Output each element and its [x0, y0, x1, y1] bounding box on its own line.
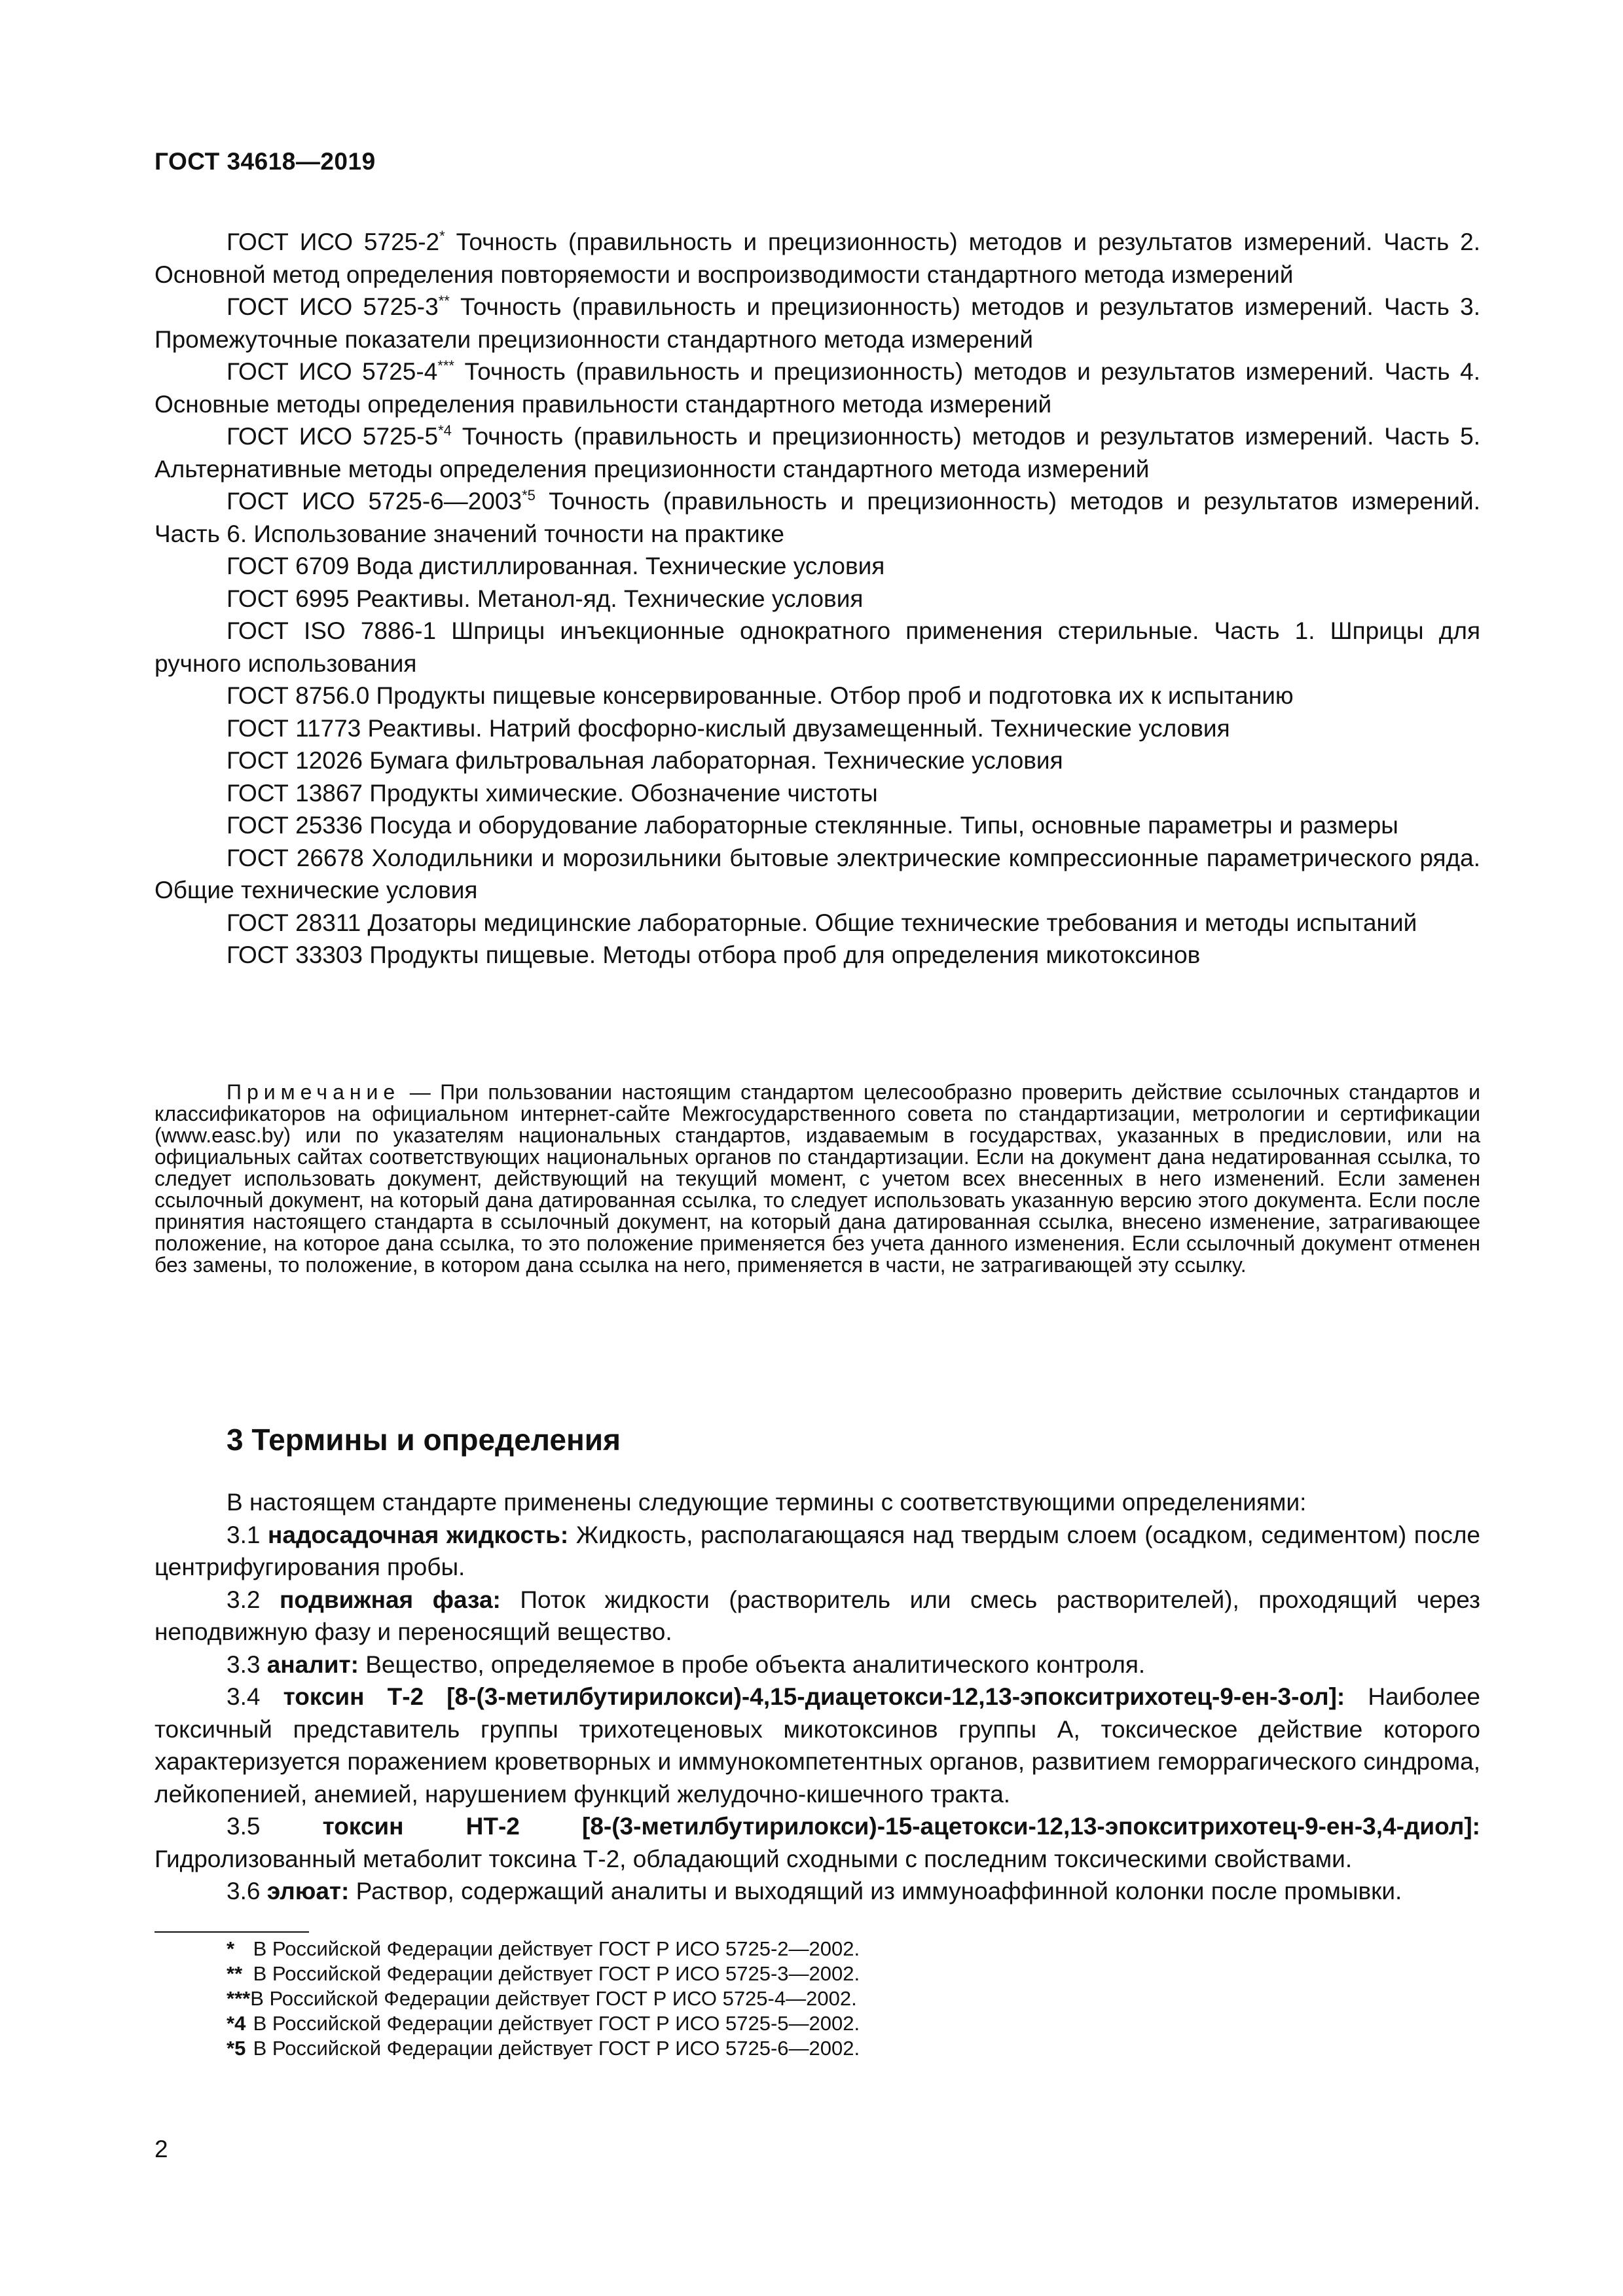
reference-item: ГОСТ ИСО 5725-4*** Точность (правильность и прецизионность) методов и результатов измерений. Часть 4. Основные методы определения правильности стандартного метода измерений: [155, 357, 1480, 418]
reference-item: ГОСТ 13867 Продукты химические. Обозначение чистоты: [227, 779, 878, 807]
reference-item: ГОСТ 6995 Реактивы. Метанол-яд. Технические условия: [227, 585, 864, 612]
footnote-item: ** В Российской Федерации действует ГОСТ Р ИСО 5725-3—2002.: [227, 1962, 860, 1985]
footnote-item: ***В Российской Федерации действует ГОСТ Р ИСО 5725-4—2002.: [227, 1987, 857, 2010]
reference-item: ГОСТ 33303 Продукты пищевые. Методы отбора проб для определения микотоксинов: [227, 941, 1201, 968]
reference-item: ГОСТ 8756.0 Продукты пищевые консервированные. Отбор проб и подготовка их к испытанию: [227, 682, 1294, 709]
normative-references-list: [155, 226, 1480, 972]
reference-item: ГОСТ 25336 Посуда и оборудование лабораторные стеклянные. Типы, основные параметры и размеры: [227, 812, 1398, 839]
term-item: 3.4 токсин Т-2 [8-(3-метилбутирилокси)-4,15-диацетокси-12,13-эпокситрихотец-9-ен-3-ол]: Наиболее токсичный представитель группы трихотеценовых микотоксинов группы А, токсическое действие которого характеризуется поражением кроветворных и иммунокомпетентных органов, развитием геморрагического синдрома, лейкопенией, анемией, нарушением функций желудочно-кишечного тракта.: [155, 1683, 1481, 1808]
reference-item: ГОСТ ISO 7886-1 Шприцы инъекционные однократного применения стерильные. Часть 1. Шприцы для ручного использования: [155, 617, 1480, 677]
note-text: — При пользовании настоящим стандартом целесообразно проверить действие ссылочных стандартов и классификаторов на официальном интернет-сайте Межгосударственного совета по стандартизации, метрологии и сертификации (www.easc.by) или по указателям национальных стандартов, издаваемым в государствах, указанных в предисловии, или на официальных сайтах соответствующих национальных органов по стандартизации. Если на документ дана недатированная ссылка, то следует использовать документ, действующий на текущий момент, с учетом всех внесенных в него изменений. Если заменен ссылочный документ, на который дана датированная ссылка, то следует использовать указанную версию этого документа. Если после принятия настоящего стандарта в ссылочный документ, на который дана датированная ссылка, внесено изменение, затрагивающее положение, на которое дана ссылка, то это положение применяется без учета данного изменения. Если ссылочный документ отменен без замены, то положение, в котором дана ссылка на него, применяется в части, не затрагивающей эту ссылку.: [155, 1080, 1480, 1277]
term-item: 3.5 токсин НТ-2 [8-(3-метилбутирилокси)-15-ацетокси-12,13-эпокситрихотец-9-ен-3,4-диол]: Гидролизованный метаболит токсина Т-2, обладающий сходными с последним токсическими свойствами.: [155, 1813, 1480, 1872]
footnote-item: *5 В Российской Федерации действует ГОСТ Р ИСО 5725-6—2002.: [227, 2037, 860, 2060]
reference-item: ГОСТ 28311 Дозаторы медицинские лабораторные. Общие технические требования и методы испытаний: [227, 909, 1417, 936]
reference-item: ГОСТ ИСО 5725-3** Точность (правильность и прецизионность) методов и результатов измерений. Часть 3. Промежуточные показатели прецизионности стандартного метода измерений: [155, 293, 1480, 353]
page-number: 2: [155, 2136, 168, 2162]
terms-list: [155, 1486, 1480, 1908]
reference-item: ГОСТ ИСО 5725-2* Точность (правильность и прецизионность) методов и результатов измерений. Часть 2. Основной метод определения повторяемости и воспроизводимости стандартного метода измерений: [155, 228, 1480, 288]
note-block: [155, 1082, 1480, 1276]
term-item: 3.3 аналит: Вещество, определяемое в пробе объекта аналитического контроля.: [227, 1650, 1146, 1678]
reference-item: ГОСТ ИСО 5725-6—2003$^{*5}$ Точность (правильность и прецизионность) методов и результатов измерений. Часть 6. Использование значений точности на практике: [155, 487, 1480, 547]
term-item: 3.6 элюат: Раствор, содержащий аналиты и выходящий из иммуноаффинной колонки после промывки.: [227, 1878, 1402, 1904]
footnotes: [227, 1937, 1405, 2061]
term-item: 3.2 подвижная фаза: Поток жидкости (растворитель или смесь растворителей), проходящий через неподвижную фазу и переносящий вещество.: [155, 1586, 1480, 1645]
note-label: Примечание: [227, 1080, 401, 1104]
footnote-item: *4 В Российской Федерации действует ГОСТ Р ИСО 5725-5—2002.: [227, 2012, 860, 2035]
reference-item: ГОСТ 12026 Бумага фильтровальная лабораторная. Технические условия: [227, 747, 1063, 774]
footnote-separator: [155, 1931, 309, 1933]
terms-intro: В настоящем стандарте применены следующие термины с соответствующими определениями:: [227, 1489, 1307, 1516]
reference-item: ГОСТ 6709 Вода дистиллированная. Технические условия: [227, 553, 885, 579]
document-header: ГОСТ 34618—2019: [155, 148, 376, 175]
reference-item: ГОСТ 11773 Реактивы. Натрий фосфорно-кислый двузамещенный. Технические условия: [227, 714, 1230, 742]
reference-item: ГОСТ ИСО 5725-5$^{*4}$ Точность (правильность и прецизионность) методов и результатов измерений. Часть 5. Альтернативные методы определения прецизионности стандартного метода измерений: [155, 422, 1480, 483]
footnote-item: * В Российской Федерации действует ГОСТ Р ИСО 5725-2—2002.: [227, 1937, 860, 1960]
term-item: 3.1 надосадочная жидкость: Жидкость, располагающаяся над твердым слоем (осадком, седиментом) после центрифугирования пробы.: [155, 1521, 1480, 1580]
section-title: 3 Термины и определения: [227, 1423, 621, 1457]
reference-item: ГОСТ 26678 Холодильники и морозильники бытовые электрические компрессионные параметрического ряда. Общие технические условия: [155, 844, 1480, 903]
